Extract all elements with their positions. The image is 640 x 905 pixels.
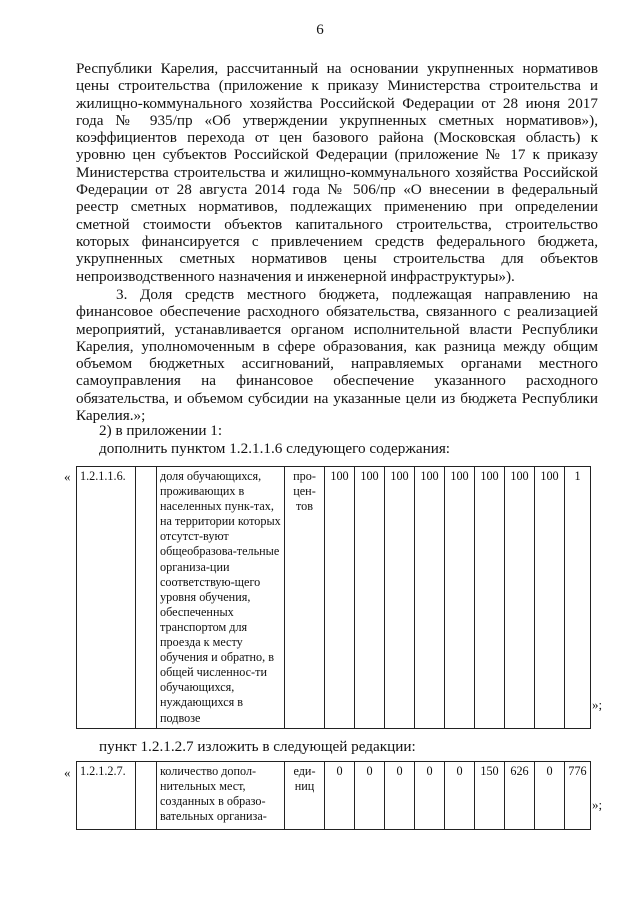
table-cell-description: доля обучающихся, проживающих в населенных пунк-тах, на территории которых отсутст-вуют общеобразова-тельные организа-ции соответствую-щего уровня обучения, обеспеченных транспортом для проезда к месту обучения и обратно, в общей численнос-ти обучающихся, нуждающихся в подвозе <box>157 467 285 729</box>
table-cell-value: 100 <box>355 467 385 729</box>
table-cell-unit: еди-ниц <box>285 762 325 830</box>
paragraph-2: 3. Доля средств местного бюджета, подлежащая направлению на финансовое обеспечение расходного обязательства, связанного с реализацией мероприятий, устанавливается органом исполнительной власти Республики Карелия, уполномоченным в сфере образования, как разница между общим объемом бюджетных ассигнований, направляемых органами местного самоуправления на финансовое обеспечение указанного расходного обязательства, и объемом субсидии на указанные цели из бюджета Республики Карелия.»; <box>76 286 598 425</box>
table-2-open-quote: « <box>64 765 71 780</box>
table-cell-value: 626 <box>505 762 535 830</box>
table-cell-value: 0 <box>325 762 355 830</box>
table-cell-value: 100 <box>505 467 535 729</box>
table-cell-code: 1.2.1.2.7. <box>77 762 136 830</box>
paragraph-1: Республики Карелия, рассчитанный на основании укрупненных нормативов цены строительства (приложение к приказу Министерства строительства и жилищно-коммунального хозяйства Российской Федерации от 28 июня 2017 года № 935/пр «Об утверждении укрупненных сметных нормативов»), коэффициентов перехода от цен базового района (Московская область) к уровню цен субъектов Российской Федерации (приложение № 17 к приказу Министерства строительства и жилищно-коммунального хозяйства Российской Федерации от 28 августа 2014 года № 506/пр «О внесении в федеральный реестр сметных нормативов, подлежащих применению при определении сметной стоимости объектов капитального строительства, строительство которых финансируется с привлечением средств федерального бюджета, укрупненных сметных нормативов цены строительства для объектов непроизводственного назначения и инженерной инфраструктуры»). <box>76 60 598 285</box>
table-cell-value: 0 <box>355 762 385 830</box>
table-1-close-quote: »; <box>592 697 603 712</box>
table-cell-empty <box>136 762 157 830</box>
table-cell-code: 1.2.1.1.6. <box>77 467 136 729</box>
table-cell-value: 0 <box>385 762 415 830</box>
table-row <box>77 467 591 729</box>
table-cell-unit: про-цен-тов <box>285 467 325 729</box>
table-2-close-quote: »; <box>592 797 603 812</box>
add-point-line: дополнить пунктом 1.2.1.1.6 следующего содержания: <box>99 440 451 457</box>
table-cell-value: 150 <box>475 762 505 830</box>
table-1 <box>76 466 591 729</box>
appendix-line: 2) в приложении 1: <box>99 422 223 439</box>
table-1-open-quote: « <box>64 469 71 484</box>
table-cell-value: 0 <box>445 762 475 830</box>
point-edit-line: пункт 1.2.1.2.7 изложить в следующей редакции: <box>99 738 416 755</box>
table-cell-value: 100 <box>535 467 565 729</box>
table-cell-value: 100 <box>415 467 445 729</box>
table-cell-empty <box>136 467 157 729</box>
table-cell-value: 776 <box>565 762 591 830</box>
table-cell-value: 0 <box>535 762 565 830</box>
table-cell-value: 100 <box>325 467 355 729</box>
table-row <box>77 762 591 830</box>
table-cell-description: количество допол-нительных мест, созданных в образо-вательных организа- <box>157 762 285 830</box>
table-cell-value: 100 <box>475 467 505 729</box>
page-number: 6 <box>316 22 324 38</box>
table-cell-value: 100 <box>445 467 475 729</box>
table-cell-value: 0 <box>415 762 445 830</box>
table-2 <box>76 761 591 830</box>
table-cell-value: 100 <box>385 467 415 729</box>
table-cell-value: 1 <box>565 467 591 729</box>
